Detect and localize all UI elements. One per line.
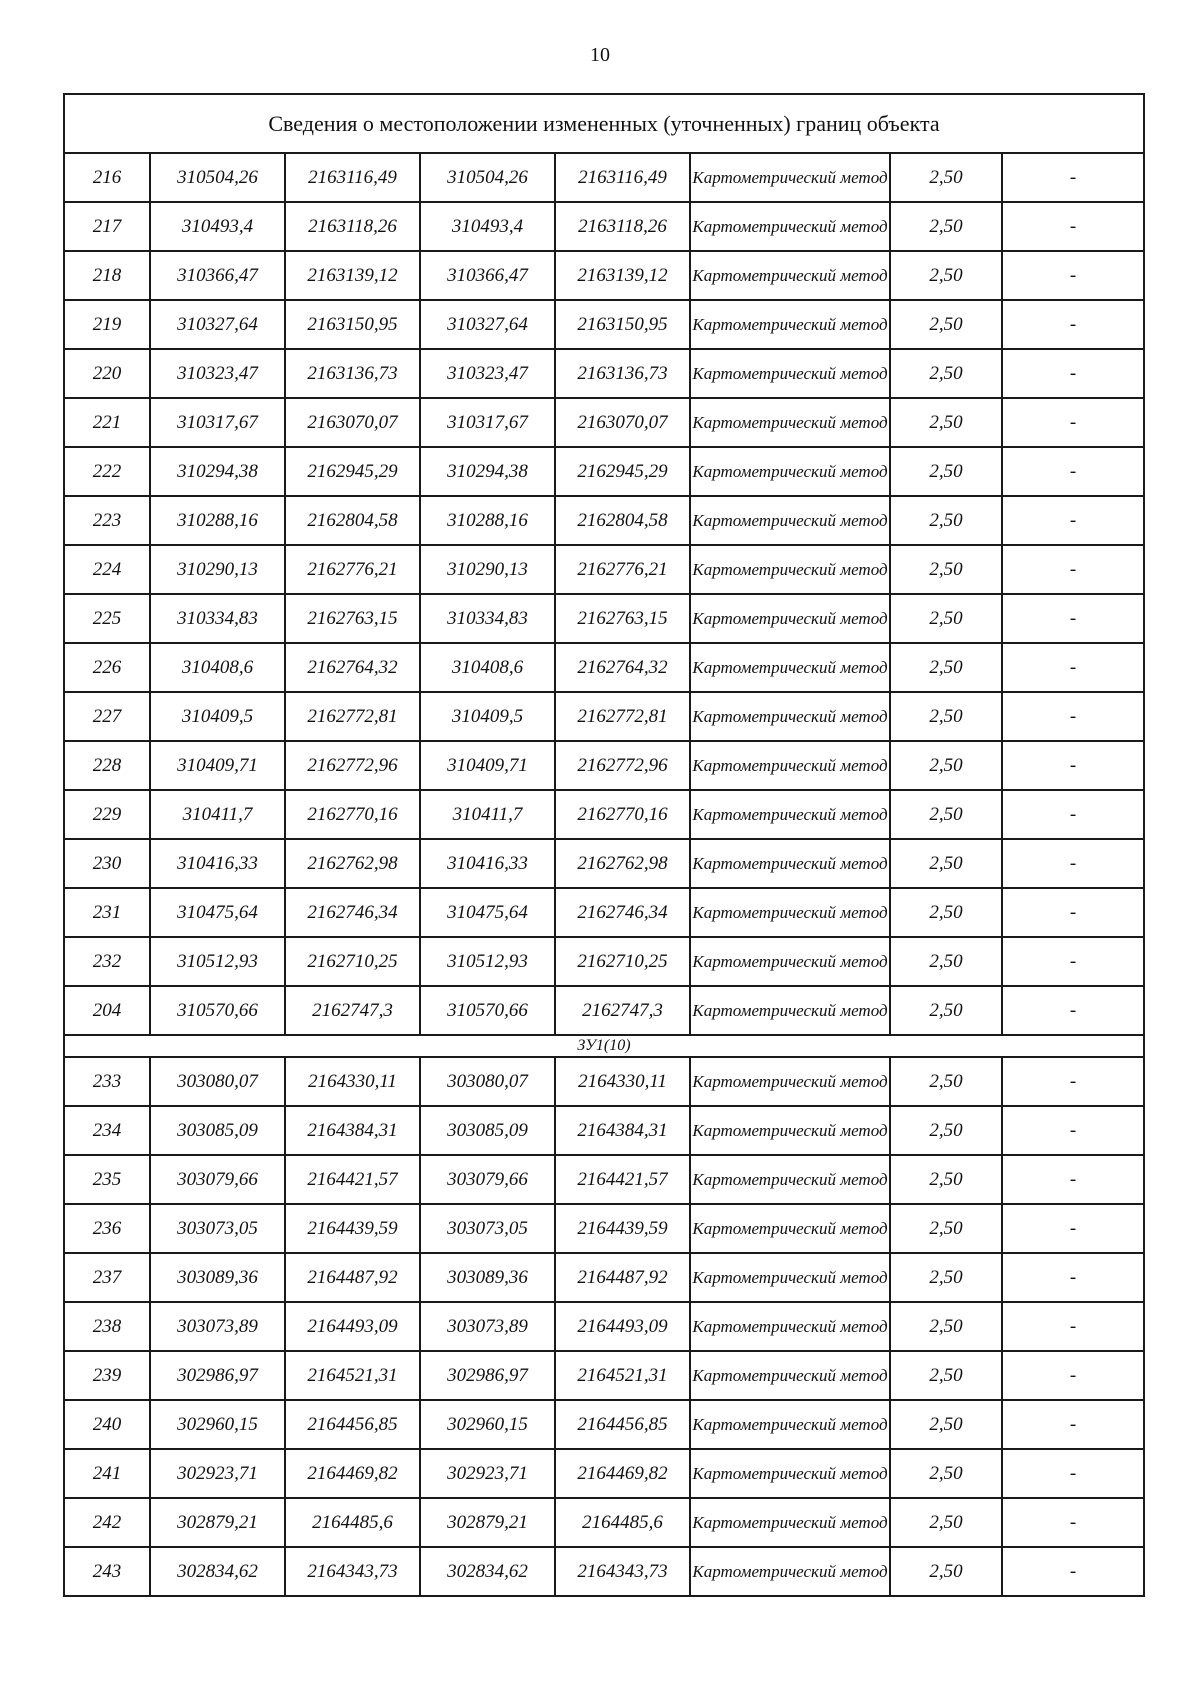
- note-cell: -: [1002, 398, 1144, 447]
- refined-y-cell: 2162804,58: [555, 496, 690, 545]
- table-row: [64, 937, 1144, 986]
- point-number-cell: 227: [64, 692, 150, 741]
- point-number-cell: 204: [64, 986, 150, 1035]
- existing-x-cell: 302879,21: [150, 1498, 285, 1547]
- refined-y-cell: 2164384,31: [555, 1106, 690, 1155]
- method-cell: Картометрический метод: [690, 300, 890, 349]
- method-cell: Картометрический метод: [690, 1498, 890, 1547]
- note-cell: -: [1002, 1498, 1144, 1547]
- table-row: [64, 1302, 1144, 1351]
- method-cell: Картометрический метод: [690, 1106, 890, 1155]
- refined-x-cell: 310288,16: [420, 496, 555, 545]
- precision-cell: 2,50: [890, 643, 1002, 692]
- precision-cell: 2,50: [890, 1547, 1002, 1596]
- existing-y-cell: 2163139,12: [285, 251, 420, 300]
- refined-x-cell: 310334,83: [420, 594, 555, 643]
- existing-y-cell: 2164469,82: [285, 1449, 420, 1498]
- point-number-cell: 243: [64, 1547, 150, 1596]
- refined-y-cell: 2164469,82: [555, 1449, 690, 1498]
- existing-x-cell: 310290,13: [150, 545, 285, 594]
- table-row: [64, 349, 1144, 398]
- precision-cell: 2,50: [890, 251, 1002, 300]
- existing-y-cell: 2163118,26: [285, 202, 420, 251]
- refined-y-cell: 2162747,3: [555, 986, 690, 1035]
- existing-x-cell: 310475,64: [150, 888, 285, 937]
- refined-x-cell: 302986,97: [420, 1351, 555, 1400]
- refined-y-cell: 2162762,98: [555, 839, 690, 888]
- table-row: [64, 594, 1144, 643]
- refined-x-cell: 302923,71: [420, 1449, 555, 1498]
- point-number-cell: 221: [64, 398, 150, 447]
- precision-cell: 2,50: [890, 839, 1002, 888]
- point-number-cell: 217: [64, 202, 150, 251]
- table-row: [64, 692, 1144, 741]
- method-cell: Картометрический метод: [690, 1155, 890, 1204]
- precision-cell: 2,50: [890, 594, 1002, 643]
- existing-y-cell: 2164439,59: [285, 1204, 420, 1253]
- refined-y-cell: 2162770,16: [555, 790, 690, 839]
- table-row: [64, 1400, 1144, 1449]
- refined-y-cell: 2164421,57: [555, 1155, 690, 1204]
- note-cell: -: [1002, 153, 1144, 202]
- refined-y-cell: 2162710,25: [555, 937, 690, 986]
- refined-x-cell: 302879,21: [420, 1498, 555, 1547]
- existing-y-cell: 2164384,31: [285, 1106, 420, 1155]
- precision-cell: 2,50: [890, 937, 1002, 986]
- method-cell: Картометрический метод: [690, 643, 890, 692]
- method-cell: Картометрический метод: [690, 398, 890, 447]
- method-cell: Картометрический метод: [690, 888, 890, 937]
- note-cell: -: [1002, 839, 1144, 888]
- table-row: [64, 1547, 1144, 1596]
- table-row: [64, 1253, 1144, 1302]
- existing-x-cell: 310512,93: [150, 937, 285, 986]
- refined-x-cell: 310290,13: [420, 545, 555, 594]
- precision-cell: 2,50: [890, 1155, 1002, 1204]
- table-row: [64, 496, 1144, 545]
- note-cell: -: [1002, 1253, 1144, 1302]
- point-number-cell: 240: [64, 1400, 150, 1449]
- existing-y-cell: 2162763,15: [285, 594, 420, 643]
- refined-x-cell: 303079,66: [420, 1155, 555, 1204]
- table-row: [64, 251, 1144, 300]
- existing-y-cell: 2163070,07: [285, 398, 420, 447]
- note-cell: -: [1002, 202, 1144, 251]
- point-number-cell: 230: [64, 839, 150, 888]
- refined-x-cell: 310570,66: [420, 986, 555, 1035]
- existing-x-cell: 310323,47: [150, 349, 285, 398]
- method-cell: Картометрический метод: [690, 594, 890, 643]
- existing-y-cell: 2164521,31: [285, 1351, 420, 1400]
- existing-y-cell: 2162770,16: [285, 790, 420, 839]
- point-number-cell: 239: [64, 1351, 150, 1400]
- section-label: ЗУ1(10): [64, 1035, 1144, 1057]
- method-cell: Картометрический метод: [690, 545, 890, 594]
- precision-cell: 2,50: [890, 986, 1002, 1035]
- existing-x-cell: 303073,05: [150, 1204, 285, 1253]
- refined-x-cell: 310366,47: [420, 251, 555, 300]
- precision-cell: 2,50: [890, 1449, 1002, 1498]
- point-number-cell: 241: [64, 1449, 150, 1498]
- refined-x-cell: 310411,7: [420, 790, 555, 839]
- note-cell: -: [1002, 300, 1144, 349]
- refined-y-cell: 2162746,34: [555, 888, 690, 937]
- method-cell: Картометрический метод: [690, 1449, 890, 1498]
- existing-x-cell: 302834,62: [150, 1547, 285, 1596]
- table-row: [64, 545, 1144, 594]
- existing-x-cell: 310334,83: [150, 594, 285, 643]
- method-cell: Картометрический метод: [690, 447, 890, 496]
- note-cell: -: [1002, 349, 1144, 398]
- existing-y-cell: 2162776,21: [285, 545, 420, 594]
- table-row: [64, 888, 1144, 937]
- method-cell: Картометрический метод: [690, 937, 890, 986]
- point-number-cell: 231: [64, 888, 150, 937]
- refined-x-cell: 303089,36: [420, 1253, 555, 1302]
- refined-y-cell: 2164330,11: [555, 1057, 690, 1106]
- table-title-row: [64, 94, 1144, 153]
- refined-y-cell: 2164456,85: [555, 1400, 690, 1449]
- refined-y-cell: 2162945,29: [555, 447, 690, 496]
- precision-cell: 2,50: [890, 1106, 1002, 1155]
- point-number-cell: 229: [64, 790, 150, 839]
- note-cell: -: [1002, 643, 1144, 692]
- precision-cell: 2,50: [890, 1204, 1002, 1253]
- note-cell: -: [1002, 986, 1144, 1035]
- refined-y-cell: 2164485,6: [555, 1498, 690, 1547]
- refined-x-cell: 310327,64: [420, 300, 555, 349]
- refined-y-cell: 2164521,31: [555, 1351, 690, 1400]
- existing-y-cell: 2164343,73: [285, 1547, 420, 1596]
- existing-x-cell: 302923,71: [150, 1449, 285, 1498]
- note-cell: -: [1002, 594, 1144, 643]
- method-cell: Картометрический метод: [690, 839, 890, 888]
- existing-y-cell: 2164493,09: [285, 1302, 420, 1351]
- existing-y-cell: 2162945,29: [285, 447, 420, 496]
- note-cell: -: [1002, 1204, 1144, 1253]
- refined-y-cell: 2163139,12: [555, 251, 690, 300]
- existing-x-cell: 310411,7: [150, 790, 285, 839]
- point-number-cell: 228: [64, 741, 150, 790]
- precision-cell: 2,50: [890, 1351, 1002, 1400]
- existing-x-cell: 310288,16: [150, 496, 285, 545]
- precision-cell: 2,50: [890, 741, 1002, 790]
- refined-y-cell: 2162772,96: [555, 741, 690, 790]
- existing-y-cell: 2163150,95: [285, 300, 420, 349]
- existing-x-cell: 303073,89: [150, 1302, 285, 1351]
- point-number-cell: 224: [64, 545, 150, 594]
- precision-cell: 2,50: [890, 153, 1002, 202]
- existing-x-cell: 310504,26: [150, 153, 285, 202]
- table-row: [64, 202, 1144, 251]
- page-number: 10: [590, 44, 610, 66]
- precision-cell: 2,50: [890, 496, 1002, 545]
- note-cell: -: [1002, 496, 1144, 545]
- precision-cell: 2,50: [890, 1400, 1002, 1449]
- note-cell: -: [1002, 1449, 1144, 1498]
- refined-x-cell: 310475,64: [420, 888, 555, 937]
- refined-y-cell: 2162764,32: [555, 643, 690, 692]
- refined-x-cell: 310512,93: [420, 937, 555, 986]
- precision-cell: 2,50: [890, 1302, 1002, 1351]
- precision-cell: 2,50: [890, 202, 1002, 251]
- point-number-cell: 225: [64, 594, 150, 643]
- refined-x-cell: 302960,15: [420, 1400, 555, 1449]
- boundary-coordinates-table: [63, 93, 1145, 1597]
- note-cell: -: [1002, 692, 1144, 741]
- refined-x-cell: 310408,6: [420, 643, 555, 692]
- refined-y-cell: 2164493,09: [555, 1302, 690, 1351]
- refined-x-cell: 310409,5: [420, 692, 555, 741]
- method-cell: Картометрический метод: [690, 1204, 890, 1253]
- existing-y-cell: 2162710,25: [285, 937, 420, 986]
- method-cell: Картометрический метод: [690, 1253, 890, 1302]
- table-row: [64, 1204, 1144, 1253]
- method-cell: Картометрический метод: [690, 741, 890, 790]
- existing-y-cell: 2163116,49: [285, 153, 420, 202]
- existing-x-cell: 302960,15: [150, 1400, 285, 1449]
- existing-y-cell: 2162772,96: [285, 741, 420, 790]
- table-row: [64, 398, 1144, 447]
- existing-y-cell: 2162772,81: [285, 692, 420, 741]
- note-cell: -: [1002, 790, 1144, 839]
- note-cell: -: [1002, 937, 1144, 986]
- precision-cell: 2,50: [890, 1253, 1002, 1302]
- precision-cell: 2,50: [890, 692, 1002, 741]
- existing-x-cell: 310570,66: [150, 986, 285, 1035]
- existing-x-cell: 310409,71: [150, 741, 285, 790]
- refined-x-cell: 302834,62: [420, 1547, 555, 1596]
- note-cell: -: [1002, 251, 1144, 300]
- existing-x-cell: 310408,6: [150, 643, 285, 692]
- point-number-cell: 237: [64, 1253, 150, 1302]
- refined-x-cell: 303073,05: [420, 1204, 555, 1253]
- note-cell: -: [1002, 1057, 1144, 1106]
- existing-y-cell: 2164487,92: [285, 1253, 420, 1302]
- precision-cell: 2,50: [890, 349, 1002, 398]
- point-number-cell: 218: [64, 251, 150, 300]
- refined-x-cell: 303085,09: [420, 1106, 555, 1155]
- precision-cell: 2,50: [890, 790, 1002, 839]
- existing-x-cell: 310416,33: [150, 839, 285, 888]
- refined-y-cell: 2163070,07: [555, 398, 690, 447]
- refined-x-cell: 310409,71: [420, 741, 555, 790]
- note-cell: -: [1002, 1351, 1144, 1400]
- refined-x-cell: 310323,47: [420, 349, 555, 398]
- table-row: [64, 839, 1144, 888]
- existing-x-cell: 303089,36: [150, 1253, 285, 1302]
- note-cell: -: [1002, 888, 1144, 937]
- existing-y-cell: 2164421,57: [285, 1155, 420, 1204]
- refined-x-cell: 310493,4: [420, 202, 555, 251]
- note-cell: -: [1002, 1302, 1144, 1351]
- point-number-cell: 219: [64, 300, 150, 349]
- point-number-cell: 223: [64, 496, 150, 545]
- method-cell: Картометрический метод: [690, 1400, 890, 1449]
- existing-y-cell: 2164330,11: [285, 1057, 420, 1106]
- note-cell: -: [1002, 1547, 1144, 1596]
- point-number-cell: 234: [64, 1106, 150, 1155]
- table-row: [64, 986, 1144, 1035]
- refined-x-cell: 310294,38: [420, 447, 555, 496]
- table-row: [64, 643, 1144, 692]
- existing-y-cell: 2162804,58: [285, 496, 420, 545]
- point-number-cell: 222: [64, 447, 150, 496]
- point-number-cell: 242: [64, 1498, 150, 1547]
- table-row: [64, 1351, 1144, 1400]
- note-cell: -: [1002, 1106, 1144, 1155]
- table-row: [64, 741, 1144, 790]
- method-cell: Картометрический метод: [690, 790, 890, 839]
- table-row: [64, 1449, 1144, 1498]
- table-row: [64, 300, 1144, 349]
- existing-x-cell: 303080,07: [150, 1057, 285, 1106]
- existing-x-cell: 302986,97: [150, 1351, 285, 1400]
- method-cell: Картометрический метод: [690, 251, 890, 300]
- table-row: [64, 1498, 1144, 1547]
- refined-x-cell: 310504,26: [420, 153, 555, 202]
- table-row: [64, 1155, 1144, 1204]
- point-number-cell: 235: [64, 1155, 150, 1204]
- note-cell: -: [1002, 1155, 1144, 1204]
- existing-x-cell: 310366,47: [150, 251, 285, 300]
- existing-y-cell: 2162747,3: [285, 986, 420, 1035]
- point-number-cell: 236: [64, 1204, 150, 1253]
- existing-y-cell: 2164485,6: [285, 1498, 420, 1547]
- note-cell: -: [1002, 447, 1144, 496]
- existing-x-cell: 310409,5: [150, 692, 285, 741]
- refined-x-cell: 303073,89: [420, 1302, 555, 1351]
- section-row: [64, 1035, 1144, 1057]
- point-number-cell: 220: [64, 349, 150, 398]
- table-row: [64, 447, 1144, 496]
- refined-y-cell: 2162763,15: [555, 594, 690, 643]
- refined-y-cell: 2163116,49: [555, 153, 690, 202]
- method-cell: Картометрический метод: [690, 1351, 890, 1400]
- existing-x-cell: 310327,64: [150, 300, 285, 349]
- precision-cell: 2,50: [890, 1498, 1002, 1547]
- method-cell: Картометрический метод: [690, 1547, 890, 1596]
- existing-x-cell: 303085,09: [150, 1106, 285, 1155]
- method-cell: Картометрический метод: [690, 153, 890, 202]
- precision-cell: 2,50: [890, 300, 1002, 349]
- precision-cell: 2,50: [890, 398, 1002, 447]
- method-cell: Картометрический метод: [690, 1302, 890, 1351]
- note-cell: -: [1002, 545, 1144, 594]
- existing-x-cell: 310493,4: [150, 202, 285, 251]
- precision-cell: 2,50: [890, 888, 1002, 937]
- point-number-cell: 216: [64, 153, 150, 202]
- method-cell: Картометрический метод: [690, 496, 890, 545]
- note-cell: -: [1002, 1400, 1144, 1449]
- precision-cell: 2,50: [890, 1057, 1002, 1106]
- refined-x-cell: 310416,33: [420, 839, 555, 888]
- refined-x-cell: 310317,67: [420, 398, 555, 447]
- refined-y-cell: 2163136,73: [555, 349, 690, 398]
- refined-y-cell: 2164343,73: [555, 1547, 690, 1596]
- existing-y-cell: 2162746,34: [285, 888, 420, 937]
- precision-cell: 2,50: [890, 545, 1002, 594]
- table-row: [64, 1057, 1144, 1106]
- method-cell: Картометрический метод: [690, 202, 890, 251]
- existing-y-cell: 2163136,73: [285, 349, 420, 398]
- refined-y-cell: 2162772,81: [555, 692, 690, 741]
- refined-y-cell: 2163150,95: [555, 300, 690, 349]
- point-number-cell: 226: [64, 643, 150, 692]
- existing-y-cell: 2162762,98: [285, 839, 420, 888]
- method-cell: Картометрический метод: [690, 986, 890, 1035]
- table-row: [64, 790, 1144, 839]
- method-cell: Картометрический метод: [690, 1057, 890, 1106]
- existing-x-cell: 303079,66: [150, 1155, 285, 1204]
- refined-x-cell: 303080,07: [420, 1057, 555, 1106]
- refined-y-cell: 2162776,21: [555, 545, 690, 594]
- existing-x-cell: 310317,67: [150, 398, 285, 447]
- point-number-cell: 233: [64, 1057, 150, 1106]
- method-cell: Картометрический метод: [690, 349, 890, 398]
- refined-y-cell: 2163118,26: [555, 202, 690, 251]
- point-number-cell: 232: [64, 937, 150, 986]
- table-row: [64, 1106, 1144, 1155]
- precision-cell: 2,50: [890, 447, 1002, 496]
- existing-y-cell: 2164456,85: [285, 1400, 420, 1449]
- existing-x-cell: 310294,38: [150, 447, 285, 496]
- refined-y-cell: 2164487,92: [555, 1253, 690, 1302]
- note-cell: -: [1002, 741, 1144, 790]
- table-title: Сведения о местоположении измененных (уточненных) границ объекта: [64, 94, 1144, 153]
- existing-y-cell: 2162764,32: [285, 643, 420, 692]
- table-row: [64, 153, 1144, 202]
- table-body: [64, 94, 1144, 1596]
- method-cell: Картометрический метод: [690, 692, 890, 741]
- point-number-cell: 238: [64, 1302, 150, 1351]
- refined-y-cell: 2164439,59: [555, 1204, 690, 1253]
